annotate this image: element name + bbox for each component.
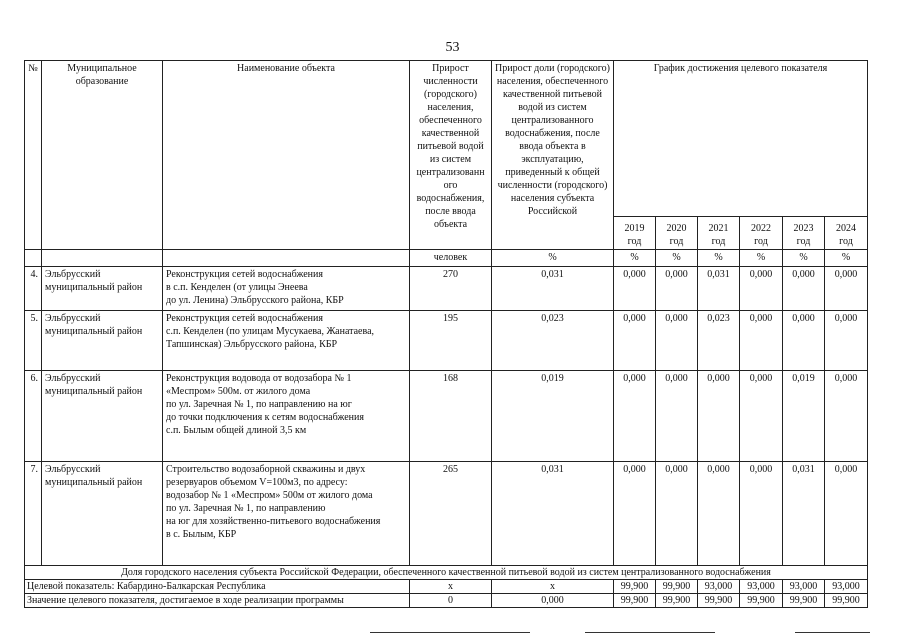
table-row xyxy=(25,267,868,311)
row-object: Реконструкция водовода от водозабора № 1 «Меспром» 500м. от жилого дома по ул. Заречная № 1, по направлению на юг до точки подключения к сетям водоснабжения с.п. Былым общей длиной 3,5 км xyxy=(163,371,410,462)
unit-people: человек xyxy=(410,250,492,267)
table-row xyxy=(25,371,868,462)
unit-2019: % xyxy=(614,250,656,267)
footer-rule xyxy=(585,632,715,633)
year-2020: 2020 год xyxy=(656,217,698,250)
unit-pct: % xyxy=(492,250,614,267)
footer-rule xyxy=(795,632,870,633)
row-val-2020: 0,000 xyxy=(656,311,698,371)
row-share: 0,023 xyxy=(492,311,614,371)
achieved-val-2023: 99,900 xyxy=(783,594,825,608)
row-municipality: Эльбрусский муниципальный район xyxy=(42,462,163,566)
row-number: 7. xyxy=(25,462,42,566)
achieved-val-2019: 99,900 xyxy=(614,594,656,608)
row-val-2022: 0,000 xyxy=(740,371,783,462)
row-share: 0,019 xyxy=(492,371,614,462)
page-number: 53 xyxy=(445,40,460,55)
row-val-2019: 0,000 xyxy=(614,371,656,462)
year-2024: 2024 год xyxy=(825,217,868,250)
row-val-2023: 0,000 xyxy=(783,267,825,311)
col-share-growth-header: Прирост доли (городского) населения, обеспеченного качественной питьевой водой из систем централизованного водоснабжения, после ввода объекта в эксплуатацию, приведенный к общей численности (городского) населения субъекта Российской xyxy=(492,61,614,250)
unit-2022: % xyxy=(740,250,783,267)
year-2019: 2019 год xyxy=(614,217,656,250)
row-val-2021: 0,031 xyxy=(698,267,740,311)
row-municipality: Эльбрусский муниципальный район xyxy=(42,311,163,371)
row-val-2024: 0,000 xyxy=(825,311,868,371)
row-people: 265 xyxy=(410,462,492,566)
row-val-2021: 0,023 xyxy=(698,311,740,371)
col-municipality-header: Муниципальное образование xyxy=(42,61,163,250)
year-2021: 2021 год xyxy=(698,217,740,250)
col-object-header: Наименование объекта xyxy=(163,61,410,250)
row-val-2019: 0,000 xyxy=(614,267,656,311)
footer-rule xyxy=(370,632,530,633)
achieved-label: Значение целевого показателя, достигаемое в ходе реализации программы xyxy=(25,594,410,608)
year-2023: 2023 год xyxy=(783,217,825,250)
col-num-header: № xyxy=(25,61,42,250)
unit-2021: % xyxy=(698,250,740,267)
row-number: 4. xyxy=(25,267,42,311)
row-number: 5. xyxy=(25,311,42,371)
row-people: 168 xyxy=(410,371,492,462)
objects-table xyxy=(24,60,868,608)
row-val-2019: 0,000 xyxy=(614,462,656,566)
row-val-2024: 0,000 xyxy=(825,371,868,462)
row-municipality: Эльбрусский муниципальный район xyxy=(42,371,163,462)
achieved-row xyxy=(25,594,868,608)
row-people: 270 xyxy=(410,267,492,311)
row-val-2022: 0,000 xyxy=(740,311,783,371)
achieved-val-2020: 99,900 xyxy=(656,594,698,608)
row-val-2022: 0,000 xyxy=(740,462,783,566)
row-number: 6. xyxy=(25,371,42,462)
row-val-2024: 0,000 xyxy=(825,462,868,566)
row-val-2023: 0,000 xyxy=(783,311,825,371)
achieved-val-2021: 99,900 xyxy=(698,594,740,608)
row-object: Реконструкция сетей водоснабжения с.п. Кенделен (по улицам Мусукаева, Жанатаева, Тапшинская) Эльбрусского района, КБР xyxy=(163,311,410,371)
col-pop-growth-header: Прирост численности (городского) населения, обеспеченного качественной питьевой водой из систем централизованн ого водоснабжения, после ввода объекта xyxy=(410,61,492,250)
row-object: Реконструкция сетей водоснабжения в с.п. Кенделен (от улицы Энеева до ул. Ленина) Эльбрусского района, КБР xyxy=(163,267,410,311)
header-row xyxy=(25,61,868,217)
row-people: 195 xyxy=(410,311,492,371)
row-val-2020: 0,000 xyxy=(656,267,698,311)
target-people: x xyxy=(410,580,492,594)
section-title: Доля городского населения субъекта Российской Федерации, обеспеченного качественной питьевой водой из систем централизованного водоснабжения xyxy=(25,566,868,580)
row-object: Строительство водозаборной скважины и двух резервуаров объемом V=100м3, по адресу: водозабор № 1 «Меспром» 500м от жилого дома по ул. Заречная № 1, по направлению на юг для хозяйственно-питьевого водоснабжения в с. Былым, КБР xyxy=(163,462,410,566)
section-title-row xyxy=(25,566,868,580)
achieved-share: 0,000 xyxy=(492,594,614,608)
achieved-people: 0 xyxy=(410,594,492,608)
row-share: 0,031 xyxy=(492,462,614,566)
schedule-header: График достижения целевого показателя xyxy=(614,61,868,217)
row-val-2023: 0,019 xyxy=(783,371,825,462)
target-label: Целевой показатель: Кабардино-Балкарская Республика xyxy=(25,580,410,594)
row-val-2020: 0,000 xyxy=(656,462,698,566)
row-val-2023: 0,031 xyxy=(783,462,825,566)
achieved-val-2022: 99,900 xyxy=(740,594,783,608)
unit-2020: % xyxy=(656,250,698,267)
row-val-2024: 0,000 xyxy=(825,267,868,311)
units-row xyxy=(25,250,868,267)
row-val-2019: 0,000 xyxy=(614,311,656,371)
target-val-2024: 93,000 xyxy=(825,580,868,594)
row-share: 0,031 xyxy=(492,267,614,311)
unit-2023: % xyxy=(783,250,825,267)
unit-2024: % xyxy=(825,250,868,267)
target-row xyxy=(25,580,868,594)
achieved-val-2024: 99,900 xyxy=(825,594,868,608)
table-row xyxy=(25,311,868,371)
target-val-2022: 93,000 xyxy=(740,580,783,594)
target-val-2023: 93,000 xyxy=(783,580,825,594)
table-row xyxy=(25,462,868,566)
target-val-2020: 99,900 xyxy=(656,580,698,594)
row-val-2022: 0,000 xyxy=(740,267,783,311)
year-2022: 2022 год xyxy=(740,217,783,250)
row-val-2020: 0,000 xyxy=(656,371,698,462)
row-municipality: Эльбрусский муниципальный район xyxy=(42,267,163,311)
target-share: x xyxy=(492,580,614,594)
row-val-2021: 0,000 xyxy=(698,462,740,566)
target-val-2019: 99,900 xyxy=(614,580,656,594)
target-val-2021: 93,000 xyxy=(698,580,740,594)
row-val-2021: 0,000 xyxy=(698,371,740,462)
